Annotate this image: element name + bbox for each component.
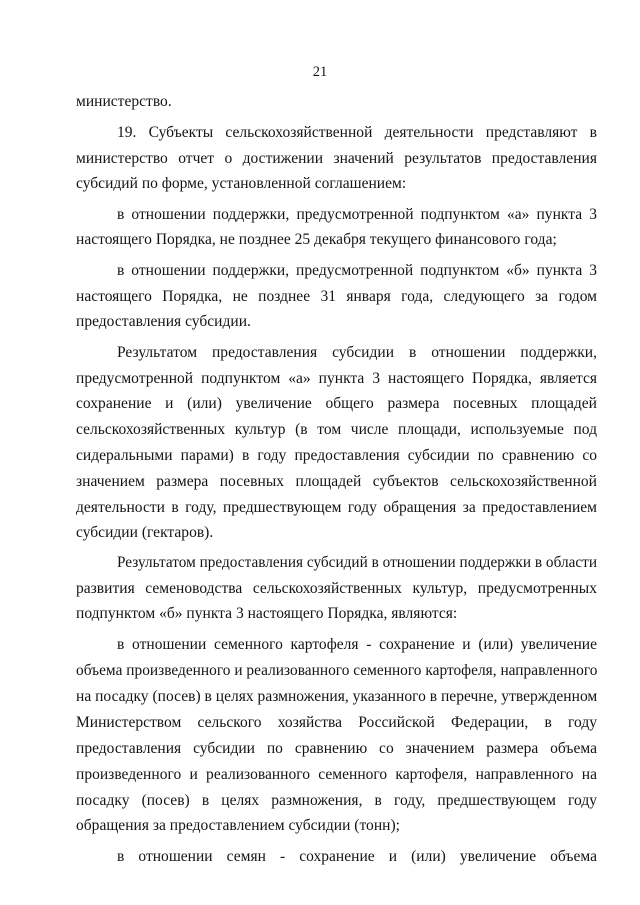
text-line: посадку (посев) в целях размножения, в году, предшествующем году xyxy=(76,792,597,809)
text-line: в отношении семян - сохранение и (или) увеличение объема xyxy=(117,848,597,865)
text-line: предусмотренной подпунктом «а» пункта 3 настоящего Порядка, является xyxy=(76,370,597,387)
text-line: деятельности в году, предшествующем году обращения за предоставлением xyxy=(76,499,597,516)
text-line: обращения за предоставлением субсидии (тонн); xyxy=(76,817,400,834)
text-line: сидеральными парами) в году предоставления субсидии по сравнению со xyxy=(76,447,597,464)
text-line: настоящего Порядка, не позднее 25 декабря текущего финансового года; xyxy=(76,231,557,248)
text-line: предоставления субсидии. xyxy=(76,313,251,330)
text-line: развития семеноводства сельскохозяйственных культур, предусмотренных xyxy=(76,580,597,597)
text-line: субсидий по форме, установленной соглашением: xyxy=(76,175,407,192)
text-line: настоящего Порядка, не позднее 31 января года, следующего за годом xyxy=(76,288,597,305)
text-line: в отношении семенного картофеля - сохранение и (или) увеличение xyxy=(117,636,597,653)
text-line: Результатом предоставления субсидий в отношении поддержки в области xyxy=(117,554,598,571)
text-line: Результатом предоставления субсидии в отношении поддержки, xyxy=(117,344,597,361)
text-line: на посадку (посев) в целях размножения, указанного в перечне, утвержденном xyxy=(76,688,598,705)
text-line: в отношении поддержки, предусмотренной подпунктом «а» пункта 3 xyxy=(117,206,597,223)
text-line: произведенного и реализованного семенного картофеля, направленного на xyxy=(76,766,597,783)
page-number: 21 xyxy=(312,64,328,80)
text-line: сохранение и (или) увеличение общего размера посевных площадей xyxy=(76,395,597,412)
text-line: министерство. xyxy=(76,93,172,110)
text-line: предоставления субсидии по сравнению со значением размера объема xyxy=(76,740,597,757)
text-line: объема произведенного и реализованного семенного картофеля, направленного xyxy=(76,662,598,679)
text-line: министерство отчет о достижении значений результатов предоставления xyxy=(76,150,597,167)
text-line: субсидии (гектаров). xyxy=(76,524,214,541)
text-line: 19. Субъекты сельскохозяйственной деятельности представляют в xyxy=(117,124,597,141)
text-line: подпунктом «б» пункта 3 настоящего Порядка, являются: xyxy=(76,605,458,622)
text-line: Министерством сельского хозяйства Российской Федерации, в году xyxy=(76,714,597,731)
text-line: сельскохозяйственных культур (в том числе площади, используемые под xyxy=(76,421,597,438)
text-line: значением размера посевных площадей субъектов сельскохозяйственной xyxy=(76,473,597,490)
text-line: в отношении поддержки, предусмотренной подпунктом «б» пункта 3 xyxy=(117,262,597,279)
